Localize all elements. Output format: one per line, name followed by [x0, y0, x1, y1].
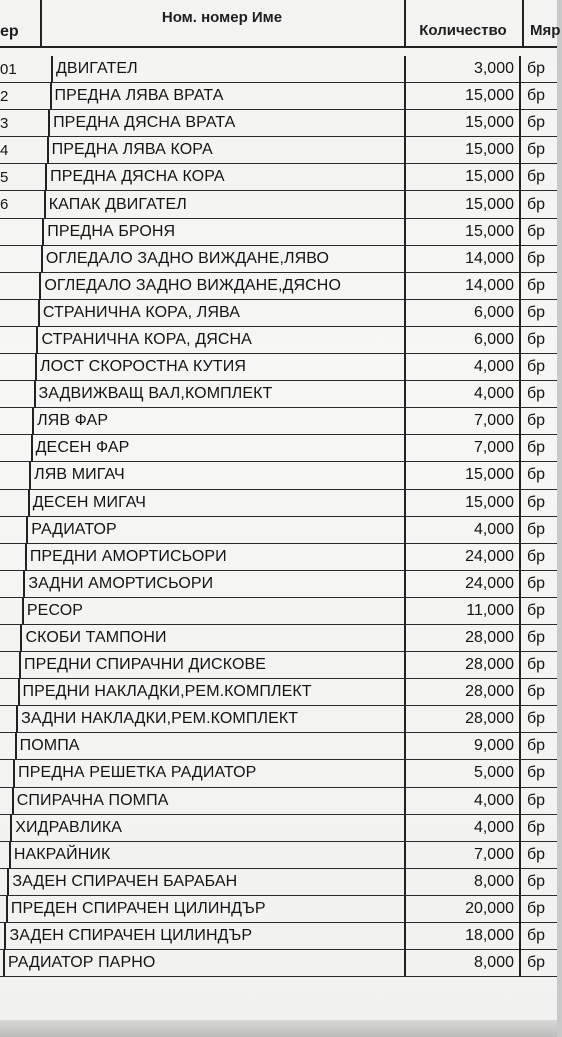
row-quantity: 24,000 [465, 574, 514, 592]
table-row [0, 788, 557, 815]
row-quantity: 8,000 [473, 954, 514, 972]
column-divider [404, 56, 406, 82]
row-item-name: ДЕСЕН ФАР [35, 439, 130, 457]
table-body [0, 56, 557, 977]
column-divider [41, 246, 43, 272]
row-unit: бр [527, 303, 546, 321]
row-number [0, 273, 30, 299]
row-item-name: ЗАДНИ НАКЛАДКИ,РЕМ.КОМПЛЕКТ [21, 710, 299, 728]
row-item-name: РЕСОР [26, 601, 84, 619]
row-unit: бр [527, 141, 546, 159]
row-item-name: ЗАДВИЖВАЩ ВАЛ,КОМПЛЕКТ [38, 385, 273, 403]
column-divider [404, 273, 406, 299]
column-divider [42, 219, 44, 245]
column-divider [519, 354, 521, 380]
row-quantity: 4,000 [473, 385, 514, 403]
row-unit: бр [527, 737, 546, 755]
row-quantity: 3,000 [473, 60, 514, 78]
row-quantity: 15,000 [465, 493, 514, 511]
row-item-name: СКОБИ ТАМПОНИ [25, 629, 167, 647]
header-unit: Мяр [530, 21, 561, 39]
row-number: 3 [0, 114, 9, 132]
row-quantity: 8,000 [473, 872, 514, 890]
row-number [0, 462, 30, 488]
table-row [0, 679, 557, 706]
row-quantity: 15,000 [465, 222, 514, 240]
column-divider [519, 788, 521, 814]
column-divider [519, 598, 521, 624]
row-unit: бр [527, 791, 546, 809]
row-number [0, 571, 30, 597]
row-number [0, 327, 30, 353]
table-row [0, 544, 557, 571]
column-divider [404, 760, 406, 786]
row-unit: бр [527, 466, 546, 484]
row-unit: бр [527, 330, 546, 348]
column-divider [48, 110, 50, 136]
row-item-name: ЗАДЕН СПИРАЧЕН ЦИЛИНДЪР [9, 927, 253, 945]
column-divider [404, 815, 406, 841]
column-divider [519, 815, 521, 841]
table-row [0, 571, 557, 598]
row-quantity: 4,000 [473, 358, 514, 376]
column-divider [519, 571, 521, 597]
table-row [0, 462, 557, 489]
row-number [0, 490, 30, 516]
column-divider [404, 788, 406, 814]
column-divider [519, 679, 521, 705]
column-divider [404, 327, 406, 353]
column-divider [519, 219, 521, 245]
column-divider [519, 191, 521, 217]
row-quantity: 5,000 [473, 764, 514, 782]
column-divider [38, 300, 40, 326]
row-item-name: ПРЕДНА ДЯСНА КОРА [50, 168, 225, 186]
row-item-name: ОГЛЕДАЛО ЗАДНО ВИЖДАНЕ,ДЯСНО [44, 276, 342, 294]
column-divider [44, 191, 46, 217]
column-divider [519, 327, 521, 353]
column-divider [404, 869, 406, 895]
column-divider [404, 246, 406, 272]
row-unit: бр [527, 629, 546, 647]
column-divider [31, 435, 33, 461]
column-divider [404, 354, 406, 380]
row-number: 01 [0, 60, 17, 78]
table-header [0, 0, 561, 48]
column-divider [519, 83, 521, 109]
column-divider [47, 137, 49, 163]
row-number [0, 354, 30, 380]
header-divider [40, 0, 42, 46]
table-row [0, 110, 557, 137]
row-item-name: СТРАНИЧНА КОРА, ДЯСНА [41, 330, 252, 348]
row-unit: бр [527, 547, 546, 565]
column-divider [404, 408, 406, 434]
row-quantity: 20,000 [465, 899, 514, 917]
column-divider [404, 571, 406, 597]
row-unit: бр [527, 385, 546, 403]
column-divider [519, 300, 521, 326]
row-item-name: ДЕСЕН МИГАЧ [32, 493, 147, 511]
column-divider [404, 733, 406, 759]
table-row [0, 300, 557, 327]
row-quantity: 7,000 [473, 845, 514, 863]
column-divider [519, 733, 521, 759]
column-divider [35, 354, 37, 380]
row-number [0, 517, 30, 543]
row-item-name: ПРЕДНА БРОНЯ [47, 222, 176, 240]
column-divider [519, 490, 521, 516]
row-unit: бр [527, 60, 546, 78]
row-item-name: НАКРАЙНИК [13, 845, 111, 863]
row-quantity: 28,000 [465, 629, 514, 647]
row-number [0, 435, 30, 461]
row-quantity: 11,000 [466, 601, 514, 619]
column-divider [404, 517, 406, 543]
row-item-name: ЗАДЕН СПИРАЧЕН БАРАБАН [12, 872, 238, 890]
row-item-name: ОГЛЕДАЛО ЗАДНО ВИЖДАНЕ,ЛЯВО [45, 249, 330, 267]
column-divider [519, 950, 521, 976]
column-divider [519, 760, 521, 786]
row-unit: бр [527, 818, 546, 836]
row-unit: бр [527, 249, 546, 267]
header-divider [404, 0, 406, 46]
header-quantity: Количество [419, 21, 507, 39]
row-unit: бр [527, 493, 546, 511]
row-item-name: СПИРАЧНА ПОМПА [16, 791, 169, 809]
row-quantity: 6,000 [473, 330, 514, 348]
row-item-name: РАДИАТОР [31, 520, 117, 538]
row-item-name: ЛОСТ СКОРОСТНА КУТИЯ [40, 358, 247, 376]
column-divider [519, 381, 521, 407]
row-item-name: ДВИГАТЕЛ [56, 60, 138, 78]
table-row [0, 760, 557, 787]
table-row [0, 652, 557, 679]
table-row [0, 246, 557, 273]
row-quantity: 4,000 [473, 818, 514, 836]
table-row [0, 56, 557, 83]
header-name: Ном. номер Име [161, 8, 283, 26]
row-quantity: 15,000 [465, 168, 514, 186]
column-divider [404, 625, 406, 651]
row-unit: бр [527, 439, 546, 457]
column-divider [404, 896, 406, 922]
row-number [0, 544, 30, 570]
row-unit: бр [527, 899, 546, 917]
row-item-name: СТРАНИЧНА КОРА, ЛЯВА [42, 303, 240, 321]
row-quantity: 6,000 [473, 303, 514, 321]
column-divider [519, 896, 521, 922]
row-item-name: ЛЯВ ФАР [37, 412, 109, 430]
row-item-name: ПРЕДЕН СПИРАЧЕН ЦИЛИНДЪР [10, 899, 266, 917]
column-divider [404, 544, 406, 570]
column-divider [34, 381, 36, 407]
table-row [0, 842, 557, 869]
row-unit: бр [527, 574, 546, 592]
header-divider [522, 0, 524, 46]
column-divider [404, 598, 406, 624]
column-divider [404, 706, 406, 732]
table-row [0, 490, 557, 517]
column-divider [404, 462, 406, 488]
row-number: 6 [0, 196, 9, 214]
column-divider [404, 300, 406, 326]
column-divider [404, 191, 406, 217]
row-item-name: ПРЕДНИ АМОРТИСЬОРИ [29, 547, 227, 565]
column-divider [32, 408, 34, 434]
column-divider [519, 246, 521, 272]
table-row [0, 273, 557, 300]
column-divider [404, 110, 406, 136]
row-quantity: 4,000 [473, 791, 514, 809]
table-row [0, 191, 557, 218]
table-row [0, 83, 557, 110]
row-item-name: ЛЯВ МИГАЧ [34, 466, 125, 484]
table-row [0, 923, 557, 950]
row-unit: бр [527, 872, 546, 890]
row-quantity: 28,000 [465, 710, 514, 728]
column-divider [519, 110, 521, 136]
row-number [0, 381, 30, 407]
row-quantity: 15,000 [465, 141, 514, 159]
row-item-name: ХИДРАВЛИКА [15, 818, 123, 836]
column-divider [404, 950, 406, 976]
table-row [0, 869, 557, 896]
row-number: 4 [0, 141, 9, 159]
row-number [0, 246, 30, 272]
table-row [0, 219, 557, 246]
column-divider [519, 869, 521, 895]
row-unit: бр [527, 764, 546, 782]
row-quantity: 28,000 [465, 656, 514, 674]
header-number: ер [0, 23, 19, 40]
row-unit: бр [527, 412, 546, 430]
table-row [0, 896, 557, 923]
column-divider [404, 83, 406, 109]
row-unit: бр [527, 168, 546, 186]
column-divider [519, 462, 521, 488]
row-number [0, 300, 30, 326]
column-divider [404, 219, 406, 245]
table-row [0, 381, 557, 408]
table-row [0, 598, 557, 625]
row-unit: бр [527, 845, 546, 863]
row-quantity: 18,000 [465, 927, 514, 945]
row-unit: бр [527, 710, 546, 728]
column-divider [404, 381, 406, 407]
column-divider [519, 625, 521, 651]
column-divider [404, 137, 406, 163]
table-row [0, 327, 557, 354]
row-unit: бр [527, 683, 546, 701]
column-divider [519, 923, 521, 949]
page-edge [0, 1020, 557, 1037]
column-divider [404, 679, 406, 705]
table-row [0, 408, 557, 435]
column-divider [404, 164, 406, 190]
row-unit: бр [527, 358, 546, 376]
row-item-name: ПРЕДНИ СПИРАЧНИ ДИСКОВЕ [24, 656, 267, 674]
column-divider [404, 652, 406, 678]
row-unit: бр [527, 927, 546, 945]
row-quantity: 15,000 [465, 114, 514, 132]
table-row [0, 517, 557, 544]
column-divider [519, 164, 521, 190]
row-item-name: ПРЕДНА РЕШЕТКА РАДИАТОР [18, 764, 257, 782]
column-divider [404, 435, 406, 461]
row-quantity: 24,000 [465, 547, 514, 565]
column-divider [519, 517, 521, 543]
row-unit: бр [527, 656, 546, 674]
row-item-name: ПРЕДНИ НАКЛАДКИ,РЕМ.КОМПЛЕКТ [22, 683, 312, 701]
row-unit: бр [527, 222, 546, 240]
row-item-name: ПРЕДНА ЛЯВА ВРАТА [54, 87, 224, 105]
row-item-name: КАПАК ДВИГАТЕЛ [48, 195, 187, 213]
column-divider [519, 842, 521, 868]
row-quantity: 15,000 [465, 466, 514, 484]
table-row [0, 706, 557, 733]
column-divider [51, 56, 53, 82]
row-unit: бр [527, 954, 546, 972]
column-divider [519, 56, 521, 82]
table-row [0, 137, 557, 164]
column-divider [39, 273, 41, 299]
column-divider [404, 923, 406, 949]
row-item-name: ПРЕДНА ДЯСНА ВРАТА [53, 114, 236, 132]
row-quantity: 14,000 [465, 249, 514, 267]
table-row [0, 164, 557, 191]
column-divider [519, 137, 521, 163]
table-row [0, 950, 557, 977]
row-item-name: РАДИАТОР ПАРНО [8, 954, 156, 972]
table-row [0, 733, 557, 760]
column-divider [519, 273, 521, 299]
row-quantity: 28,000 [465, 683, 514, 701]
column-divider [519, 408, 521, 434]
row-unit: бр [527, 520, 546, 538]
row-unit: бр [527, 601, 546, 619]
table-row [0, 625, 557, 652]
row-quantity: 4,000 [473, 520, 514, 538]
row-number [0, 408, 30, 434]
row-unit: бр [527, 114, 546, 132]
row-quantity: 15,000 [465, 195, 514, 213]
column-divider [404, 490, 406, 516]
row-quantity: 9,000 [473, 737, 514, 755]
row-quantity: 7,000 [473, 439, 514, 457]
row-quantity: 7,000 [473, 412, 514, 430]
table-row [0, 435, 557, 462]
row-item-name: ПРЕДНА ЛЯВА КОРА [51, 141, 213, 159]
row-quantity: 15,000 [465, 87, 514, 105]
column-divider [50, 83, 52, 109]
row-number [0, 598, 30, 624]
row-number: 2 [0, 87, 9, 105]
row-quantity: 14,000 [465, 276, 514, 294]
column-divider [519, 706, 521, 732]
column-divider [519, 435, 521, 461]
row-item-name: ЗАДНИ АМОРТИСЬОРИ [28, 574, 214, 592]
column-divider [519, 652, 521, 678]
row-number: 5 [0, 168, 9, 186]
row-unit: бр [527, 87, 546, 105]
row-item-name: ПОМПА [19, 737, 80, 755]
column-divider [519, 544, 521, 570]
row-number [0, 219, 30, 245]
table-row [0, 815, 557, 842]
row-unit: бр [527, 276, 546, 294]
table-row [0, 354, 557, 381]
column-divider [36, 327, 38, 353]
column-divider [45, 164, 47, 190]
row-unit: бр [527, 195, 546, 213]
column-divider [404, 842, 406, 868]
